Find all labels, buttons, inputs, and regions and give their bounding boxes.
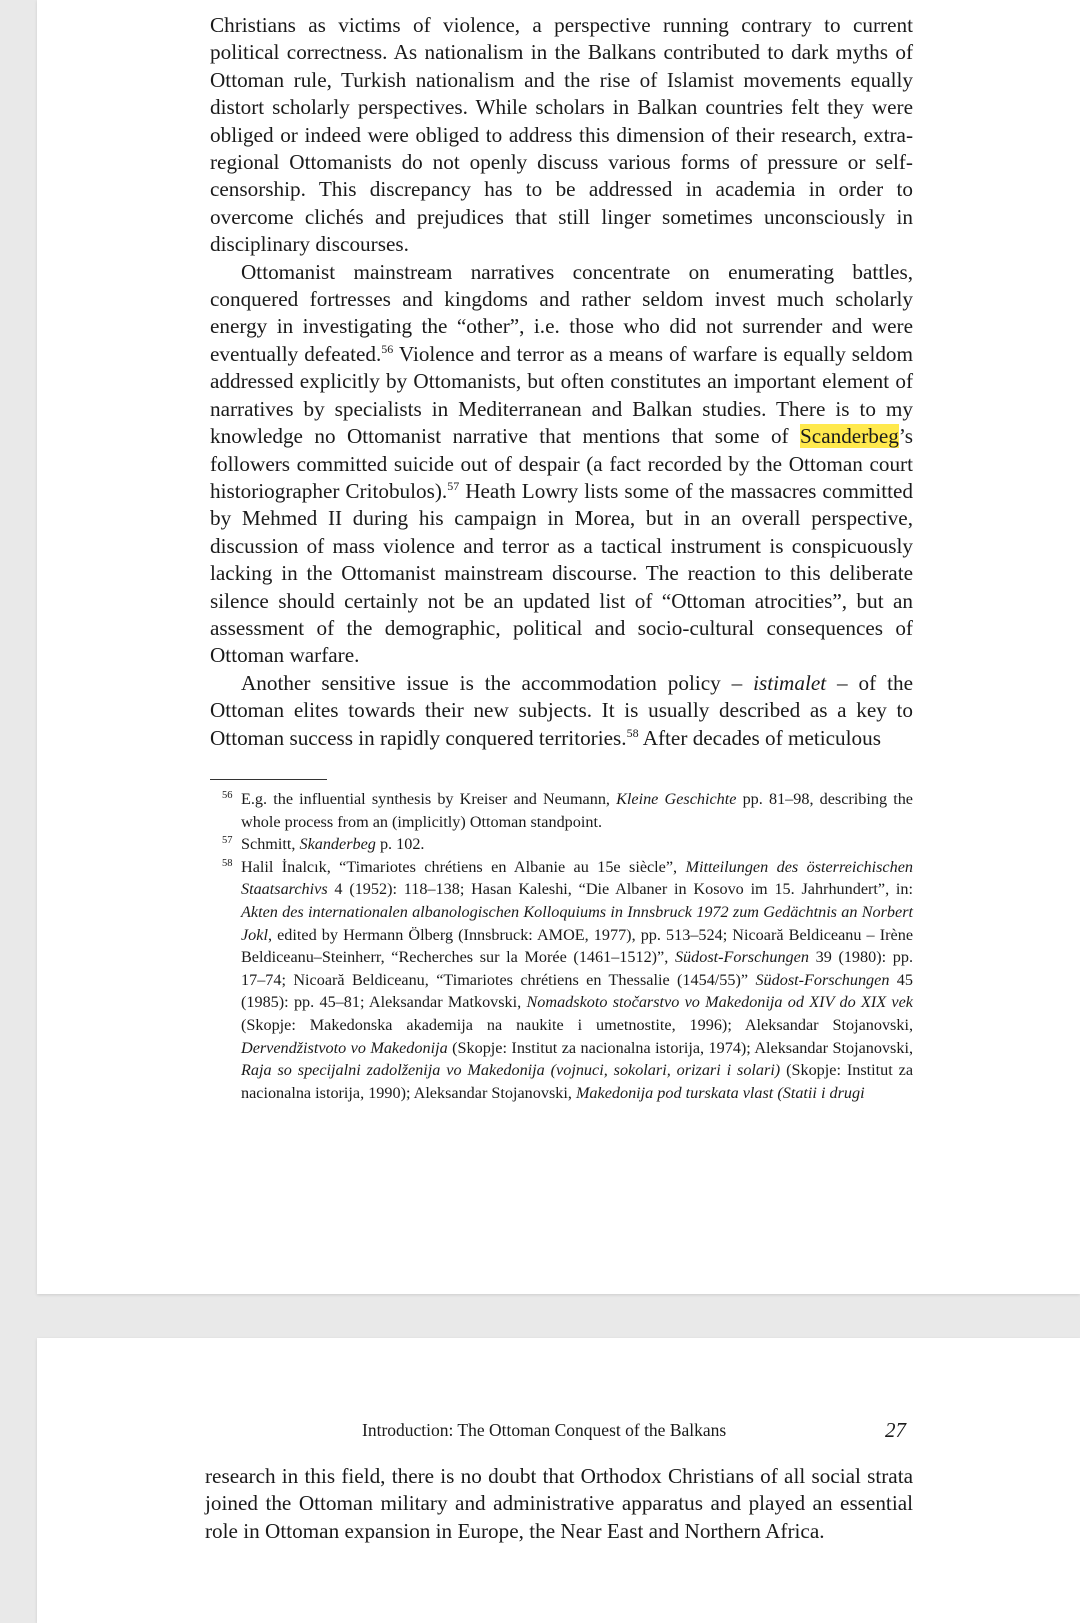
footnote-number: 58 (222, 857, 233, 869)
paragraph-3-part-a: Another sensitive issue is the accommodation policy – (241, 670, 754, 695)
footnote-italic: Skanderbeg (299, 835, 376, 854)
page-previous (37, 0, 1080, 1294)
footnote-56 (210, 788, 913, 833)
footnote-text: Schmitt, (241, 835, 300, 854)
footnote-text: , edited by Hermann Ölberg (Innsbruck: AMOE, 1977), pp. 513–524; Nicoară Beldiceanu – Irène Beldiceanu–Steinherr, “Recherches sur la Morée (1461–1512)”, (241, 925, 913, 967)
paragraph-2-part-d: Heath Lowry lists some of the massacres committed by Mehmed II during his campaign in Morea, but in an overall perspective, discussion of mass violence and terror as a tactical instrument is conspicuously lacking in the Ottomanist mainstream discourse. The reaction to this deliberate silence should certainly not be an updated list of “Ottoman atrocities”, but an assessment of the demographic, political and socio-cultural consequences of Ottoman warfare. (210, 478, 913, 668)
running-header-title: Introduction: The Ottoman Conquest of the Balkans (362, 1420, 727, 1440)
footnote-divider (210, 779, 327, 780)
footnote-number: 57 (222, 835, 233, 847)
paragraph-1: research in this field, there is no doubt that Orthodox Christians of all social strata joined the Ottoman military and administrative apparatus and played an essential role in Ottoman expansion in Europe, the Near East and Northern Africa. (205, 1464, 913, 1543)
footnote-57 (210, 833, 913, 856)
footnote-ref-58[interactable]: 58 (626, 725, 639, 740)
footnote-italic: Raja so specijalni zadolženija vo Makedonija (vojnuci, sokolari, orizari i solari) (241, 1061, 781, 1080)
paragraph-3-part-c: After decades of meticulous (638, 725, 881, 750)
footnote-number: 56 (222, 790, 233, 801)
footnote-italic: Dervendžistvoto vo Makedonija (241, 1038, 448, 1057)
footnote-58 (210, 856, 913, 1105)
paragraph-2-part-b: Violence and terror as a means of warfare is equally seldom addressed explicitly by Ottomanists, but often constitutes an important element of narratives by specialists in Mediterranean and Balkan studies. There is to my knowledge no Ottomanist narrative that mentions that some of (210, 341, 913, 449)
paragraph-2 (210, 259, 913, 670)
paragraph-2-part-a: Ottomanist mainstream narratives concentrate on enumerating battles, conquered fortresses and kingdoms and rather seldom invest much scholarly energy in investigating the “other”, i.e. those who did not surrender and were eventually defeated. (210, 259, 913, 366)
paragraph-2-part-c: ’s followers committed suicide out of despair (a fact recorded by the Ottoman court historiographer Critobulos). (210, 424, 913, 503)
body-text-page-27 (205, 1463, 913, 1545)
footnotes (210, 788, 913, 1104)
footnote-ref-57[interactable]: 57 (447, 478, 460, 493)
footnote-italic: Mitteilungen des österreichischen Staatsarchivs (241, 857, 913, 899)
footnote-text: (Skopje: Institut za nacionalna istorija, 1974); Aleksandar Stojanovski, (447, 1038, 913, 1057)
page-27 (37, 1338, 1080, 1623)
footnote-text: Halil İnalcık, “Timariotes chrétiens en Albanie au 15e siècle”, (241, 857, 686, 876)
footnote-text: (Skopje: Institut za nacionalna istorija, 1990); Aleksandar Stojanovski, (241, 1061, 913, 1102)
footnote-text: (Skopje: Makedonska akademija na naukite i umetnostite, 1996); Aleksandar Stojanovski, (241, 1015, 913, 1034)
footnote-text: 45 (1985): pp. 45–81; Aleksandar Matkovski, (241, 970, 913, 1012)
footnote-italic: Akten des internationalen albanologischen Kolloquiums in Innsbruck 1972 zum Gedächtnis an Norbert Jokl (241, 902, 913, 944)
footnote-text: 4 (1952): 118–138; Hasan Kaleshi, “Die Albaner in Kosovo im 15. Jahrhundert”, in: (327, 880, 913, 899)
footnote-text: p. 102. (375, 835, 425, 854)
footnote-ref-56[interactable]: 56 (381, 341, 394, 356)
footnote-italic: Makedonija pod turskata vlast (Statii i drugi (575, 1083, 865, 1102)
footnote-text: 39 (1980): pp. 17–74; Nicoară Beldiceanu, “Timariotes chrétiens en Thessalie (1454/55)” (241, 948, 913, 989)
footnote-text: pp. 81–98, describing the whole process from an (implicitly) Ottoman standpoint. (241, 790, 913, 831)
footnote-italic: Südost-Forschungen (755, 970, 890, 989)
paragraph-3-part-b: – of the Ottoman elites towards their new subjects. It is usually described as a key to Ottoman success in rapidly conquered territories. (210, 670, 913, 750)
paragraph-3 (210, 670, 913, 752)
footnote-italic: Kleine Geschichte (616, 790, 737, 808)
page-number: 27 (885, 1418, 906, 1442)
search-highlight: Scanderbeg (800, 424, 899, 449)
paragraph-3-italic: istimalet (753, 670, 827, 695)
footnote-italic: Südost-Forschungen (674, 948, 809, 967)
body-text (210, 12, 913, 752)
paragraph-1: Christians as victims of violence, a perspective running contrary to current political correctness. As nationalism in the Balkans contributed to dark myths of Ottoman rule, Turkish nationalism and the rise of Islamist movements equally distort scholarly perspectives. While scholars in Balkan countries felt they were obliged or indeed were obliged to address this dimension of their research, extra-regional Ottomanists do not openly discuss various forms of pressure or self-censorship. This discrepancy has to be addressed in academia in order to overcome clichés and prejudices that still linger sometimes unconsciously in disciplinary discourses. (210, 13, 913, 257)
footnote-text: E.g. the influential synthesis by Kreiser and Neumann, (241, 790, 617, 808)
footnote-italic: Nomadskoto stočarstvo vo Makedonija od XIV do XIX vek (526, 993, 913, 1012)
